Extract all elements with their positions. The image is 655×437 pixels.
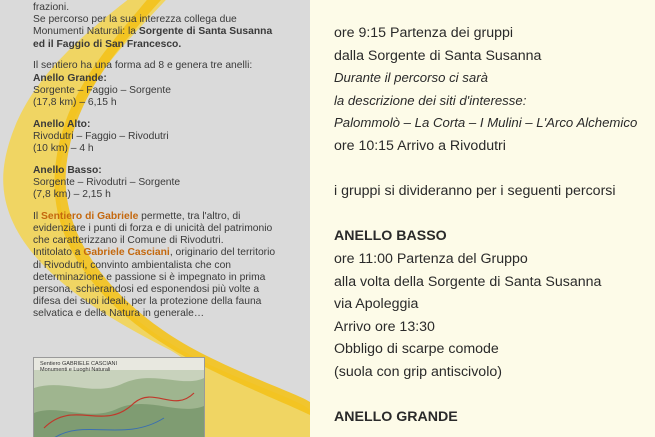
gabriele-text: di Rivodutri, convinto ambientalista che con: [33, 259, 232, 271]
schedule-line: alla volta della Sorgente di Santa Susanna: [334, 273, 602, 290]
loop-detail: (7,8 km) – 2,15 h: [33, 189, 111, 201]
gabriele-text: [33, 247, 298, 259]
schedule-line: ore 10:15 Arrivo a Rivodutri: [334, 137, 506, 154]
schedule-line: via Apoleggia: [334, 296, 419, 313]
loop-name: Anello Basso:: [33, 164, 102, 176]
sentiero-text: evidenziare i punti di forza e di unicità del patrimonio: [33, 223, 273, 235]
gabriele-text: determinazione e passione si è impegnato in prima: [33, 271, 266, 283]
schedule-line: ore 9:15 Partenza dei gruppi: [334, 25, 514, 41]
intro-text: [33, 26, 298, 38]
monument-name: ed il Faggio di San Francesco.: [33, 38, 182, 50]
section-heading: ANELLO BASSO: [334, 228, 447, 245]
info-panel: [0, 0, 310, 437]
map-subtitle-text: Monumenti e Luoghi Naturali: [40, 367, 111, 373]
intro-text: Se percorso per la sua interezza collega due: [33, 14, 237, 26]
map-title: [40, 361, 117, 373]
gabriele-text: , originario del territorio: [169, 247, 276, 259]
loop-route: Sorgente – Rivodutri – Sorgente: [33, 176, 181, 188]
sentiero-text: permette, tra l'altro, di: [138, 210, 241, 222]
schedule-line: i gruppi si divideranno per i seguenti percorsi: [334, 183, 616, 200]
left-text-block: [33, 2, 298, 321]
monument-name: Sorgente di Santa Susanna: [138, 26, 273, 38]
intro-text: frazioni.: [33, 2, 70, 13]
schedule-note: la descrizione dei siti d'interesse:: [334, 92, 527, 108]
sentiero-text: [33, 211, 298, 223]
gabriele-name: Gabriele Casciani: [83, 247, 170, 259]
loop-name: Anello Grande:: [33, 72, 107, 84]
loop-route: Sorgente – Faggio – Sorgente: [33, 84, 171, 96]
loop-detail: (17,8 km) – 6,15 h: [33, 96, 117, 108]
schedule-sites: Palommolò – La Corta – I Mulini – L'Arco Alchemico: [334, 115, 638, 131]
loop-name: Anello Alto:: [33, 118, 91, 130]
schedule-line: Arrivo ore 13:30: [334, 318, 435, 335]
sentiero-text: che caratterizzano il Comune di Rivodutri.: [33, 235, 224, 247]
shape-text: Il sentiero ha una forma ad 8 e genera tre anelli:: [33, 60, 253, 72]
sentiero-text: Il: [33, 210, 42, 222]
schedule-line: ore 11:00 Partenza del Gruppo: [334, 250, 528, 267]
section-heading: ANELLO GRANDE: [334, 409, 458, 426]
intro-text: Monumenti Naturali: la: [33, 26, 139, 38]
schedule-block: [334, 22, 654, 429]
gabriele-text: Intitolato a: [33, 247, 84, 259]
map-title-text: Sentiero GABRIELE CASCIANI: [40, 361, 118, 367]
loop-route: Rivodutri – Faggio – Rivodutri: [33, 130, 169, 142]
schedule-line: (suola con grip antiscivolo): [334, 363, 502, 380]
gabriele-text: persona, schierandosi ed esponendosi più volte a: [33, 284, 260, 296]
gabriele-text: difesa dei suoi ideali, per la protezione della fauna: [33, 296, 262, 308]
loop-detail: (10 km) – 4 h: [33, 143, 94, 155]
gabriele-text: selvatica e della Natura in generale…: [33, 308, 205, 320]
schedule-line: Obbligo di scarpe comode: [334, 341, 499, 358]
schedule-line: dalla Sorgente di Santa Susanna: [334, 47, 542, 64]
schedule-note: Durante il percorso ci sarà: [334, 70, 488, 86]
sentiero-name: Sentiero di Gabriele: [41, 210, 139, 222]
